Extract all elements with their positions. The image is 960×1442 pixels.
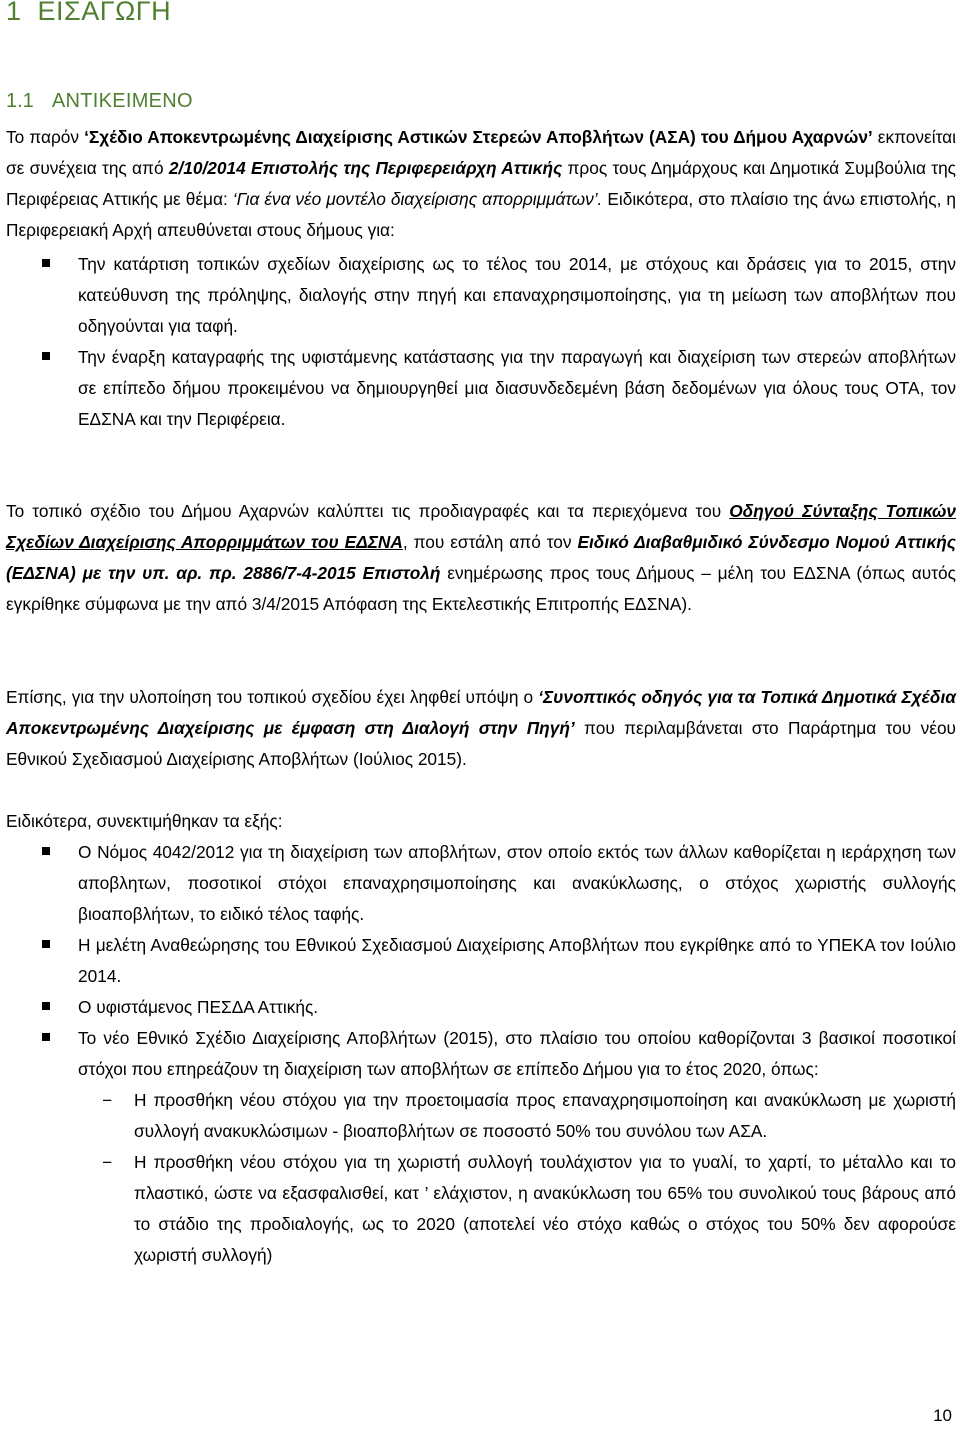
dash-bullet-icon: − [102,1090,113,1110]
text-run: που περιλαμβάνεται στο Παράρτημα του νέου Εθνικού Σχεδιασμού Διαχείρισης Αποβλήτων (Ιούλιος 2015). [6,718,957,769]
sublist-item [78,1085,956,1147]
square-bullet-icon [42,259,50,267]
list-item [6,249,956,342]
list-item-text: Την έναρξη καταγραφής της υφιστάμενης κατάστασης για την παραγωγή και διαχείριση των στερεών αποβλήτων σε επίπεδο δήμου προκειμένου να δημιουργηθεί μια διασυνδεδεμένη βάση δεδομένων για όλους τους ΟΤΑ, τον ΕΔΣΝΑ και την Περιφέρεια. [78,347,956,429]
list-item-text: Την κατάρτιση τοπικών σχεδίων διαχείρισης ως το τέλος του 2014, με στόχους και δράσεις για το 2015, στην κατεύθυνση της πρόληψης, διαλογής στην πηγή και επαναχρησιμοποίησης, για τη μείωση των αποβλήτων που οδηγούνται για ταφή. [78,254,956,336]
edsna-section [6,496,956,620]
list-item [6,342,956,435]
heading-1-number: 1 [6,0,22,26]
page-number: 10 [933,1406,952,1425]
paragraph-guide [6,682,956,775]
heading-2-title: ΑΝΤΙΚΕΙΜΕΝΟ [51,90,193,112]
guide-section [6,682,956,775]
list-item-text: Ο Νόμος 4042/2012 για τη διαχείριση των αποβλήτων, στον οποίο εκτός των άλλων καθορίζεται η ιεράρχηση των αποβλητων, ποσοτικοί στόχοι επαναχρησιμοποίησης και ανακύκλωσης, ο στόχος χωριστής συλλογής βιοαποβλήτων, το ειδικό τέλος ταφής. [78,842,956,924]
paragraph-edsna [6,496,956,620]
heading-2 [6,90,193,113]
square-bullet-icon [42,940,50,948]
text-run: εκπονείται σε συνέχεια της από [6,127,956,178]
heading-1-title: ΕΙΣΑΓΩΓΗ [37,0,172,26]
heading-2-number: 1.1 [6,90,34,112]
plan-title: ‘Σχέδιο Αποκεντρωμένης Διαχείρισης Αστικών Στερεών Αποβλήτων (ΑΣΑ) του Δήμου Αχαρνών’ [84,127,873,147]
text-run: Επίσης, για την υλοποίηση του τοπικού σχεδίου έχει ληφθεί υπόψη ο [6,687,539,707]
list-item-text: Ο υφιστάμενος ΠΕΣΔΑ Αττικής. [78,997,319,1017]
square-bullet-icon [42,352,50,360]
bullet-list-goals [6,249,956,435]
dash-sublist-targets [78,1085,956,1271]
square-bullet-icon [42,1033,50,1041]
sublist-item-text: Η προσθήκη νέου στόχου για την προετοιμασία προς επαναχρησιμοποίηση και ανακύκλωση με χωριστή συλλογή ανακυκλώσιμων - βιοαποβλήτων σε ποσοστό 50% του συνόλου των ΑΣΑ. [134,1090,956,1141]
sublist-item-text: Η προσθήκη νέου στόχου για τη χωριστή συλλογή τουλάχιστον για το γυαλί, το χαρτί, το μέταλλο και το πλαστικό, ώστε να εξασφαλισθεί, κατ ’ ελάχιστον, η ανακύκλωση του 65% του συνολικού τους βάρους από το στάδιο της προδιαλογής, ως το 2020 (αποτελεί νέο στόχο καθώς ο στόχος του 50% δεν αφορούσε χωριστή συλλογή) [134,1152,956,1265]
list-item [6,837,956,930]
text-run: Το παρόν [6,127,85,147]
edsna-reference: Ειδικό Διαβαθμιδικό Σύνδεσμο Νομού Αττικής (ΕΔΣΝΑ) με την υπ. αρ. πρ. 2886/7-4-2015 Επιστολή [6,532,956,583]
text-run: ενημέρωσης προς τους Δήμους – μέλη του ΕΔΣΝΑ (όπως αυτός εγκρίθηκε σύμφωνα με την από 3/4/2015 Απόφαση της Εκτελεστικής Επιτροπής ΕΔΣΝΑ). [6,563,956,614]
bullet-list-considerations [6,837,956,1271]
text-run: , που εστάλη από τον [402,532,578,552]
list-item-text: Το νέο Εθνικό Σχέδιο Διαχείρισης Αποβλήτων (2015), στο πλαίσιο του οποίου καθορίζονται 3 βασικοί ποσοτικοί στόχοι που επηρεάζουν τη διαχείριση των αποβλήτων σε επίπεδο Δήμου για το έτος 2020, όπως: [78,1028,956,1079]
intro-section [6,122,956,435]
text-run: Το τοπικό σχέδιο του Δήμου Αχαρνών καλύπτει τις προδιαγραφές και τα περιεχόμενα του [6,501,730,521]
square-bullet-icon [42,1002,50,1010]
considerations-section [6,806,956,1271]
list-item [6,930,956,992]
letter-reference: 2/10/2014 Επιστολής της Περιφερειάρχη Αττικής [168,158,563,178]
dash-bullet-icon: − [102,1152,113,1172]
paragraph-considerations: Ειδικότερα, συνεκτιμήθηκαν τα εξής: [6,811,283,831]
list-item [6,1023,956,1271]
text-run: προς τους Δημάρχους και Δημοτικά Συμβούλια της Περιφέρειας Αττικής με θέμα: [6,158,957,209]
sublist-item [78,1147,956,1271]
summary-guide-title: ‘Συνοπτικός οδηγός για τα Τοπικά Δημοτικά Σχέδια Αποκεντρωμένης Διαχείρισης με έμφαση στη Διαλογή στην Πηγή’ [6,687,956,738]
letter-subject: ‘Για ένα νέο μοντέλο διαχείρισης απορριμμάτων’. [232,189,603,209]
list-item-text: Η μελέτη Αναθεώρησης του Εθνικού Σχεδιασμού Διαχείρισης Αποβλήτων που εγκρίθηκε από το ΥΠΕΚΑ τον Ιούλιο 2014. [78,935,956,986]
text-run: Ειδικότερα, στο πλαίσιο της άνω επιστολής, η Περιφερειακή Αρχή απευθύνεται στους δήμους για: [6,189,956,240]
paragraph-intro [6,122,956,246]
square-bullet-icon [42,847,50,855]
guide-title: Οδηγού Σύνταξης Τοπικών Σχεδίων Διαχείρισης Απορριμμάτων του ΕΔΣΝΑ [6,501,956,552]
list-item [6,992,956,1023]
heading-1 [6,0,171,27]
